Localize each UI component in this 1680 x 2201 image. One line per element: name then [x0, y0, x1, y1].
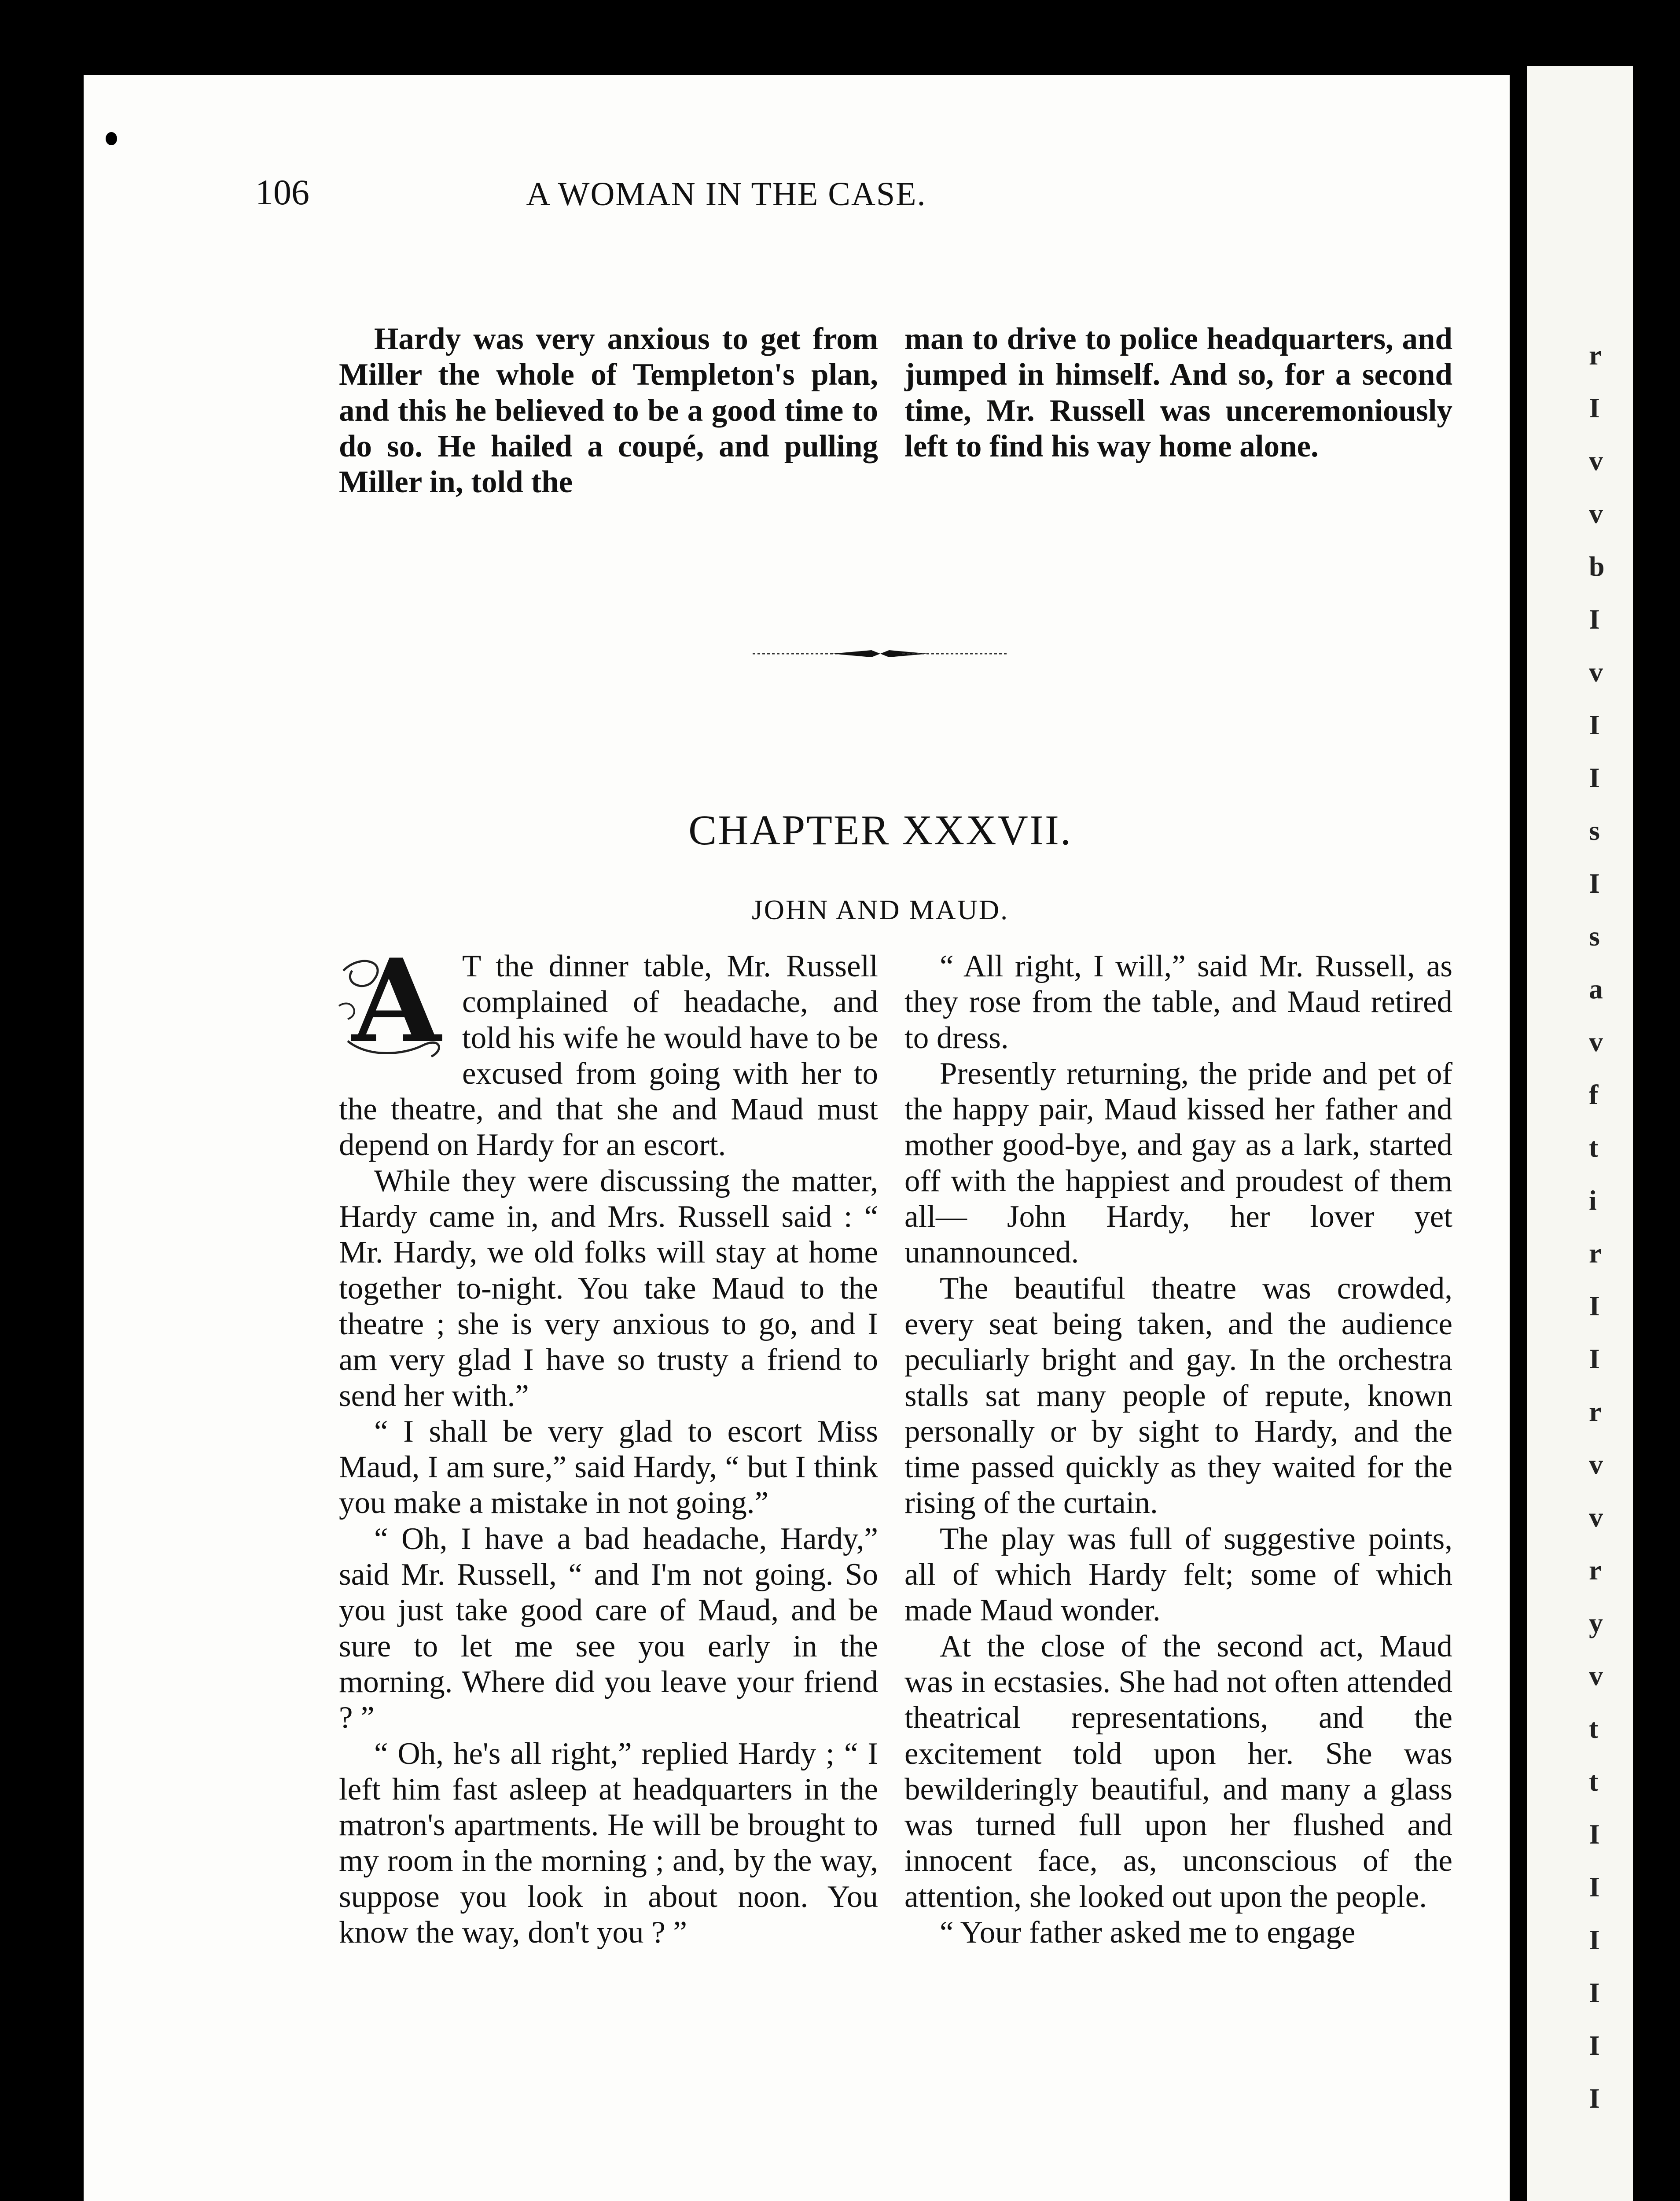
- facing-page-fragment: s: [1589, 815, 1600, 846]
- paragraph-5: “ Oh, he's all right,” replied Hardy ; “ I left him fast asleep at headquarters in the matron's apartments. He will be brought to my room in the morning ; and, by the way, suppose you look in about noon. You know the way, don't you ? ”: [339, 1736, 878, 1950]
- facing-page-fragment: I: [1589, 1977, 1600, 2008]
- paragraph-8: The beautiful theatre was crowded, every seat being taken, and the audience peculiarly bright and gay. In the orchestra stalls sat many people of repute, known personally or by sight to Hardy, and the time passed quickly as they waited for the rising of the curtain.: [904, 1271, 1452, 1520]
- left-column: [339, 934, 878, 1951]
- facing-page-fragment: I: [1589, 868, 1600, 899]
- paragraph-1: A T the dinner table, Mr. Russell complained of headache, and told his wife he would have to be excused from going with her to the theatre, and that she and Maud must depend on Hardy for an escort.: [339, 949, 878, 1163]
- right-column: [904, 949, 1452, 1951]
- facing-page-fragment: i: [1589, 1185, 1597, 1216]
- facing-page-fragment: v: [1589, 1449, 1603, 1480]
- facing-page-fragment: r: [1589, 1554, 1602, 1586]
- continued-paragraph-left: Hardy was very anxious to get from Miller the whole of Templeton's plan, and this he believed to be a good time to do so. He hailed a coupé, and pulling Miller in, told the: [339, 322, 878, 500]
- facing-page-fragment: I: [1589, 604, 1600, 635]
- facing-page-fragment: v: [1589, 1502, 1603, 1533]
- paragraph-9: The play was full of suggestive points, all of which Hardy felt; some of which made Maud wonder.: [904, 1521, 1452, 1628]
- paragraph-3: “ I shall be very glad to escort Miss Maud, I am sure,” said Hardy, “ but I think you make a mistake in not going.”: [339, 1414, 878, 1520]
- section-divider-ornament: [753, 640, 1008, 667]
- facing-page-fragment: t: [1589, 1766, 1599, 1797]
- paragraph-6: “ All right, I will,” said Mr. Russell, as they rose from the table, and Maud retired to dress.: [904, 949, 1452, 1055]
- facing-page-fragment: r: [1589, 1237, 1602, 1269]
- facing-page-fragment: I: [1589, 762, 1600, 793]
- facing-page-fragment: I: [1589, 1871, 1600, 1903]
- facing-page-fragment: I: [1589, 709, 1600, 740]
- page-number: 106: [255, 172, 309, 212]
- facing-page-fragment: y: [1589, 1607, 1603, 1638]
- facing-page-edge: [1527, 66, 1633, 2201]
- facing-page-fragment: I: [1589, 392, 1600, 423]
- facing-page-fragment: I: [1589, 1343, 1600, 1374]
- facing-page-fragment: v: [1589, 445, 1603, 476]
- paragraph-2: While they were discussing the matter, Hardy came in, and Mrs. Russell said : “ Mr. Hardy, we old folks will stay at home together to-night. You take Maud to the theatre ; she is very anxious to go, and I am very glad I have so trusty a friend to send her with.”: [339, 1163, 878, 1413]
- facing-page-fragment: I: [1589, 1924, 1600, 1955]
- continued-paragraph-right: man to drive to police headquarters, and jumped in himself. And so, for a second time, Mr. Russell was unceremoniously left to find his way home alone.: [904, 322, 1452, 464]
- paragraph-11: “ Your father asked me to engage: [940, 1915, 1356, 1950]
- facing-page-fragment: v: [1589, 1660, 1603, 1691]
- chapter-subtitle: JOHN AND MAUD.: [751, 894, 1009, 925]
- top-left-column: [339, 321, 878, 500]
- drop-cap: A: [335, 953, 453, 1061]
- paragraph-10: At the close of the second act, Maud was in ecstasies. She had not often attended theatrical representations, and the excitement told upon her. She was bewilderingly beautiful, and many a glass was turned full upon her flushed and innocent face, as, unconscious of the attention, she looked out upon the people.: [904, 1629, 1452, 1914]
- facing-page-fragment: I: [1589, 2030, 1600, 2061]
- top-right-column: [904, 321, 1452, 464]
- facing-page-fragment: r: [1589, 1396, 1602, 1427]
- facing-page-fragment: v: [1589, 498, 1603, 529]
- facing-page-fragment: v: [1589, 1026, 1603, 1057]
- facing-page-fragment: f: [1589, 1079, 1599, 1110]
- chapter-title: CHAPTER XXXVII.: [688, 806, 1072, 854]
- facing-page-fragment: I: [1589, 1818, 1600, 1850]
- page-header: [255, 172, 1118, 229]
- paragraph-4: “ Oh, I have a bad headache, Hardy,” said Mr. Russell, “ and I'm not going. So you just take good care of Maud, and be sure to let me see you early in the morning. Where did you leave your friend ? ”: [339, 1521, 878, 1735]
- facing-page-fragment: t: [1589, 1713, 1599, 1744]
- scan-speck: [106, 132, 117, 145]
- facing-page-fragment: I: [1589, 2083, 1600, 2114]
- facing-page-fragment: I: [1589, 1290, 1600, 1321]
- facing-page-fragment: a: [1589, 973, 1603, 1005]
- facing-page-fragment: r: [1589, 339, 1602, 371]
- running-title: A WOMAN IN THE CASE.: [526, 176, 926, 213]
- paragraph-7: Presently returning, the pride and pet of the happy pair, Maud kissed her father and mother good-bye, and gay as a lark, started off with the happiest and proudest of them all— John Hardy, her lover yet unannounced.: [904, 1056, 1452, 1270]
- facing-page-fragment: t: [1589, 1132, 1599, 1163]
- facing-page-fragment: s: [1589, 920, 1600, 952]
- facing-page-fragment: b: [1589, 551, 1605, 582]
- facing-page-fragment: v: [1589, 656, 1603, 688]
